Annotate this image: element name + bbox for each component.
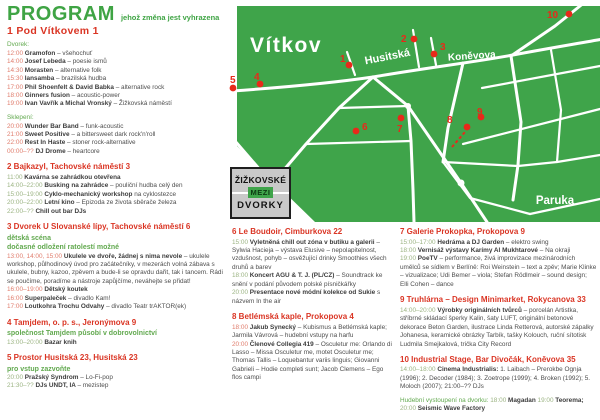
event-name: Výrobky originálních tvůrců — [437, 306, 524, 314]
event-time: 19:00 — [7, 100, 25, 108]
event-name: Cyklo-mechanický workshop — [44, 190, 135, 198]
event-time: 22:00–?? — [7, 207, 36, 215]
event-row — [7, 199, 229, 207]
map-marker-dot-6 — [353, 128, 360, 135]
event-time: 14:00–18:00 — [400, 366, 438, 374]
event-row — [7, 58, 229, 66]
event-row — [232, 272, 395, 289]
map-marker-number-2: 2 — [401, 34, 407, 45]
event-name: Busking na zahrádce — [44, 182, 111, 190]
event-name: Morasten — [24, 66, 55, 74]
event-desc: – Kubismus a Betlémská kaple; Jarmila Vávrová – hudební vstupy na harfu — [232, 323, 387, 340]
event-name: Koncert AGU & T. J. (PL/CZ) — [249, 272, 337, 280]
event-time: 20:00 — [7, 374, 25, 382]
event-name: Bazar knih — [44, 338, 77, 346]
event-name: Teorema; — [555, 396, 584, 404]
event-row — [400, 239, 597, 247]
event-name: Phil Shoenfelt & David Babka — [24, 83, 116, 91]
section-7-title: 7 Galerie Prokopka, Prokopova 9 — [400, 227, 525, 236]
event-name: Letní kino — [44, 199, 77, 207]
event-desc: – Žižkovská náměstí — [113, 100, 172, 108]
map-marker-number-8: 8 — [447, 115, 453, 126]
section-2-title: 2 Bajkazyl, Tachovské náměstí 3 — [7, 162, 131, 172]
program-section-1 — [7, 25, 229, 156]
map-marker-number-4: 4 — [254, 72, 260, 83]
event-time: 18:00 — [7, 92, 25, 100]
event-desc: – a bittersweet dark rock'n'roll — [71, 131, 156, 139]
event-name: Presentace nové módní kolekce od Sukie — [249, 289, 377, 297]
section-5-title: 5 Prostor Husitská 23, Husitská 23 — [7, 353, 138, 363]
event-row — [7, 84, 229, 92]
event-name: DJs UNDT, IA — [35, 382, 78, 390]
event-desc: – performance, živá improvizace mezinárodních umělců se sídlem v Berlíně: Roi Weinstein – text a zpěv; Marie Klinke – vizualizace; Udi Bemer – viola; Stefan Rödlmeir – sound design; Elli Cohen – dance — [400, 255, 597, 288]
logo-line-zizkovske: ŽIŽKOVSKÉ — [234, 175, 287, 185]
event-name: Seismic Wave Factory — [417, 405, 486, 413]
map-marker-number-7: 7 — [397, 124, 403, 135]
event-group — [400, 239, 597, 290]
map-marker-number-6: 6 — [362, 122, 368, 133]
event-desc: – acoustic-power — [71, 92, 120, 100]
event-group — [400, 307, 597, 349]
event-time: 16:00 — [7, 294, 25, 302]
event-desc: – Lo-Fi-pop — [80, 374, 113, 382]
event-desc: – alternative rock — [115, 83, 165, 91]
logo-line-dvorky: DVORKY — [237, 200, 284, 211]
event-desc: – poesie ismů — [67, 58, 107, 66]
program-section-5 — [7, 353, 229, 391]
event-time: 18:00 — [232, 272, 250, 280]
map-marker-number-1: 1 — [340, 54, 346, 65]
event-row — [7, 139, 229, 147]
event-name: Chill out bar DJs — [35, 207, 87, 215]
program-section-9 — [400, 295, 597, 349]
event-name: Ginners fusion — [24, 92, 72, 100]
event-desc: – pouliční hudba celý den — [110, 182, 183, 190]
paruka-area-label: Paruka — [535, 195, 575, 207]
map-marker-dot-3 — [431, 51, 438, 58]
event-row — [7, 182, 229, 190]
event-group — [7, 253, 229, 312]
event-group — [7, 174, 229, 216]
event-desc: – brazilská hudba — [56, 75, 107, 83]
program-section-3 — [7, 222, 229, 312]
event-name: Iansamba — [24, 75, 57, 83]
event-name: Loutkohra Trochu Odvahy — [24, 303, 107, 311]
event-time: 12:00 — [7, 49, 25, 57]
event-group — [7, 41, 229, 109]
map-marker-dot-2 — [411, 36, 418, 43]
section-subtitle: dočasné odložení ratolestí možné — [7, 244, 120, 252]
event-desc: – porcelán Artistka, stříbrné skládací šperky Kalin, šaty LUFT, originální betonové dekorace Beton Garden, ilustrace Linda Retterová, autorské zápalky Johanesa, keramické obrázky Tarbík, tašky Kolouch, ruční sítotisk Ludmila Smejkalová, trička City Record — [400, 306, 594, 348]
event-name: Pražský Syndrom — [24, 374, 81, 382]
event-desc: – heartcore — [67, 147, 100, 155]
section-subtitle: dětská scéna — [7, 234, 51, 242]
event-row — [7, 50, 229, 58]
event-desc: 1. Laibach – Prerokbe Ognja (1996); 2. Decoder (1984); 3. Zoetrope (1999); 4. Broken (1992); 5. Moloch (2007); 21:00–?? DJs — [400, 366, 591, 391]
event-time: 19:00 — [537, 396, 556, 404]
event-name: Sweet Positive — [24, 131, 72, 139]
event-desc: – divadlo Kam! — [68, 294, 111, 302]
event-name: Členové Collegia 419 — [249, 340, 316, 348]
event-desc: – stoner rock-alternative — [67, 139, 136, 147]
event-row — [7, 148, 229, 156]
section-4-title: 4 Tamjdem, o. p. s., Jeronýmova 9 — [7, 317, 137, 327]
event-row — [232, 341, 395, 383]
event-name: Cinema Industrialis: — [437, 366, 501, 374]
event-row — [7, 253, 229, 287]
event-name: Rest In Haste — [24, 139, 68, 147]
logo-middle-row — [232, 187, 289, 198]
event-name: Gramofon — [24, 49, 58, 57]
event-row — [7, 131, 229, 139]
junction-dot — [458, 180, 465, 187]
event-time: 18:00 — [490, 396, 509, 404]
event-name: Hedráma a DJ Garden — [437, 238, 506, 246]
program-section-4 — [7, 318, 229, 347]
event-desc: – Epizoda ze života sběrače železa — [76, 199, 177, 207]
event-name: Vernisáž výstavy Karímy Al Mukhtarové — [417, 246, 540, 254]
event-time: 15:00–19:00 — [7, 190, 45, 198]
program-column-left — [7, 25, 229, 397]
map-marker-number-3: 3 — [440, 42, 446, 53]
event-time: 17:00 — [7, 83, 25, 91]
event-desc: – Soundtrack ke snění v podání původem polské písničkářky — [232, 272, 383, 288]
event-desc: – Sylwia Hacieja – výstava Elusive – nepolapitelnost, vzdušnost, pohyb – osvěžující drinky Smoothies všech druhů a barev — [232, 238, 387, 271]
event-desc: na cyklostezce — [134, 190, 177, 198]
section-1-title: 1 Pod Vítkovem 1 — [7, 25, 99, 37]
event-desc: – Na okraji — [539, 246, 571, 254]
event-time: 21:30–?? — [7, 382, 36, 390]
event-time: 22:00 — [7, 139, 25, 147]
event-time: 14:00 — [7, 58, 25, 66]
event-row — [7, 295, 229, 303]
event-time: 14:00–22:00 — [7, 182, 45, 190]
section-8-title: 8 Betlémská kaple, Prokopova 4 — [232, 312, 354, 322]
event-row — [7, 191, 229, 199]
event-group — [232, 324, 395, 383]
event-row — [7, 208, 229, 216]
event-desc: – funk-acoustic — [80, 122, 124, 130]
event-time: 20:00 — [7, 122, 25, 130]
event-time: 13:00–20:00 — [7, 338, 45, 346]
section-10-title: 10 Industrial Stage, Bar Divočák, Koněvova 35 — [400, 354, 576, 364]
event-group — [7, 339, 229, 347]
event-desc: – divadlo Teatr trAKTOR(ek) — [106, 303, 187, 311]
event-desc: – mezistep — [77, 382, 109, 390]
event-row — [7, 67, 229, 75]
program-section-10 — [400, 355, 597, 414]
program-column-middle — [232, 227, 395, 389]
logo-mezi-badge: MEZI — [248, 187, 274, 198]
event-time: 20:00 — [232, 340, 250, 348]
event-group — [7, 374, 229, 391]
event-group — [400, 397, 597, 414]
event-desc: – všehochuť — [57, 49, 93, 57]
event-row — [7, 174, 229, 182]
event-time: 19:00 — [400, 255, 418, 263]
event-name: Josef Lebeda — [24, 58, 68, 66]
event-time: 00:00–?? — [7, 147, 36, 155]
event-row — [7, 286, 229, 294]
event-desc: – alternative folk — [54, 66, 102, 74]
event-row — [400, 247, 597, 255]
event-desc: s názvem In the air — [232, 289, 381, 305]
program-section-6 — [232, 227, 395, 306]
section-subtitle: pro vstup zazvoňte — [7, 365, 71, 373]
section-9-title: 9 Truhlárna – Design Minimarket, Rokycanova 33 — [400, 295, 586, 305]
zizkovske-mezidvorky-logo — [230, 167, 291, 219]
event-name: Dětský koutek — [44, 286, 88, 294]
group-label: Hudební vystoupení na dvorku: — [400, 396, 491, 404]
event-desc: – ukulele workshop, půlhodinový úvod pro začátečníky, v mezerách volná zábava s ukulele, bubny, kazoo, zpěvem a bude-li se opravdu dařit, tak i tancem. Rádi se poučíme, poradíme a nástroje zapůjčíme, neváhejte se přidat! — [7, 252, 223, 285]
poster-header — [7, 3, 219, 26]
program-section-2 — [7, 162, 229, 216]
logo-bar-left — [232, 192, 248, 194]
event-name: Ukulele ve dvoře, žádnej s nima nevole — [63, 252, 184, 260]
program-section-8 — [232, 312, 395, 383]
event-time: 18:00 — [400, 246, 418, 254]
event-time: 14:00–20:00 — [400, 306, 438, 314]
event-row — [7, 339, 229, 347]
group-label: Dvorek: — [7, 41, 30, 49]
street-name-label: Koněvova — [447, 49, 497, 64]
event-name: Magadan — [508, 396, 536, 404]
event-row — [232, 324, 395, 341]
event-time: 13:00, 14:00, 15:00 — [7, 252, 64, 260]
logo-bar-right — [273, 192, 289, 194]
map-marker-number-5: 5 — [230, 75, 236, 86]
event-desc: – elektro swing — [505, 238, 549, 246]
event-time: 20:00 — [232, 289, 250, 297]
event-row — [400, 397, 597, 414]
section-3-title: 3 Dvorek U Slovanské lípy, Tachovské náměstí 6 — [7, 222, 191, 232]
poster-subtitle: jehož změna jest vyhrazena — [120, 13, 220, 22]
event-row — [400, 307, 597, 349]
map-marker-number-9: 9 — [477, 107, 483, 118]
street-name-label: Husitská — [363, 46, 412, 68]
event-time: 21:00 — [7, 131, 25, 139]
map-marker-dot-10 — [566, 11, 573, 18]
event-row — [7, 100, 229, 108]
event-desc: – Osculetur me: Orlando di Lasso – Missa Osculetur me, motet Osculetur me; Thomas Tallis – Loquebantur variis linguis; Giovanni Gabrieli – Hodie completi sunt; Jacob Clemens – Ego flos campi — [232, 340, 392, 382]
event-time: 16:00–19:00 — [7, 286, 45, 294]
map-marker-dot-1 — [346, 62, 353, 69]
program-column-right — [400, 227, 597, 420]
event-time: 20:00–22:00 — [7, 199, 45, 207]
event-name: DJ Drome — [35, 147, 68, 155]
event-row — [7, 75, 229, 83]
section-6-title: 6 Le Boudoir, Cimburkova 22 — [232, 227, 343, 236]
junction-dot — [405, 103, 411, 109]
event-time: 20:00 — [400, 405, 418, 413]
event-row — [7, 382, 229, 390]
event-row — [7, 374, 229, 382]
program-section-7 — [400, 227, 597, 289]
event-name: Jakub Synecký — [249, 323, 298, 331]
event-row — [7, 303, 229, 311]
event-name: Superpaleček — [24, 294, 69, 302]
event-time: 15:00 — [232, 238, 250, 246]
event-name: Vyletněná chill out zóna v butiku a galerii — [249, 238, 377, 246]
event-time: 11:00 — [7, 173, 25, 181]
event-group — [232, 239, 395, 307]
event-name: Kavárna se zahrádkou otevřena — [24, 173, 121, 181]
group-label: Sklepení: — [7, 113, 34, 121]
event-time: 17:00 — [7, 303, 25, 311]
event-time: 18:00 — [232, 323, 250, 331]
event-name: Ivan Vavřík a Michal Vronský — [24, 100, 114, 108]
event-name: PoeTV — [417, 255, 440, 263]
event-name: Wunder Bar Band — [24, 122, 81, 130]
event-time: 15:30 — [7, 75, 25, 83]
section-subtitle: společnost Tamjdem působí v dobrovolnictví — [7, 330, 158, 338]
vitkov-area-label: Vítkov — [250, 34, 323, 57]
map-marker-number-10: 10 — [547, 10, 559, 21]
event-row — [400, 255, 597, 289]
event-time: 14:30 — [7, 66, 25, 74]
event-group — [400, 366, 597, 391]
event-row — [400, 366, 597, 391]
map-marker-dot-7 — [398, 115, 405, 122]
poster-title: PROGRAM — [7, 3, 115, 25]
map-marker-dot-8 — [464, 124, 471, 131]
event-time: 15:00–17:00 — [400, 238, 438, 246]
event-row — [232, 289, 395, 306]
event-group — [7, 114, 229, 156]
event-row — [232, 239, 395, 273]
event-row — [7, 123, 229, 131]
